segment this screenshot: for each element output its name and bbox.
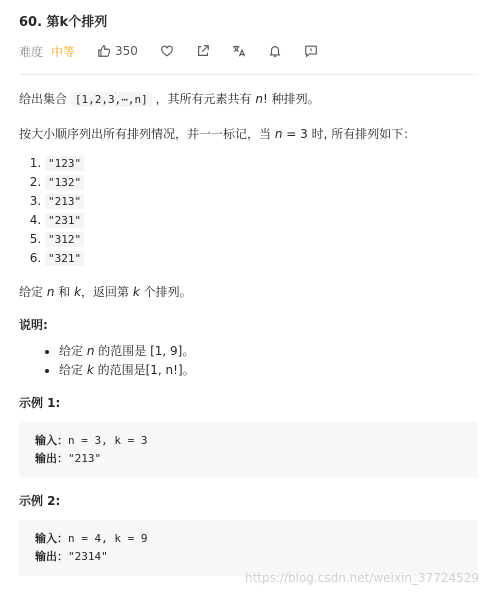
feedback-button[interactable] <box>304 44 318 58</box>
divider <box>19 74 478 75</box>
list-item: 3. "213" <box>45 192 478 211</box>
example-1-heading: 示例 1: <box>19 396 61 410</box>
description-paragraph-2: 按大小顺序列出所有排列情况，并一一标记，当 n = 3 时, 所有排列如下： <box>19 127 416 141</box>
description-paragraph-1: 给出集合 [1,2,3,⋯,n] ，其所有元素共有 n! 种排列。 <box>19 92 320 106</box>
share-icon <box>196 44 210 58</box>
example-1-block: 输入：n = 3, k = 3 输出："213" <box>19 422 478 478</box>
like-button[interactable] <box>97 44 138 58</box>
list-item: 1. "123" <box>45 154 478 173</box>
translate-icon <box>232 44 246 58</box>
permutation-list <box>19 154 478 268</box>
watermark: https://blog.csdn.net/weixin_37724529 <box>244 571 479 585</box>
comment-icon <box>304 44 318 58</box>
likes-count: 350 <box>115 44 138 58</box>
list-item: 2. "132" <box>45 173 478 192</box>
difficulty-badge: 中等 <box>51 44 76 59</box>
difficulty-label: 难度 <box>19 44 44 59</box>
bell-icon <box>268 44 282 58</box>
example-2-block: 输入：n = 4, k = 9 输出："2314" <box>19 520 478 576</box>
favorite-button[interactable] <box>160 44 174 58</box>
list-item: • 给定 n 的范围是 [1, 9]。 <box>59 342 478 361</box>
list-item: 6. "321" <box>45 249 478 268</box>
description-paragraph-3: 给定 n 和 k，返回第 k 个排列。 <box>19 285 192 299</box>
list-item: 4. "231" <box>45 211 478 230</box>
translate-button[interactable] <box>232 44 246 58</box>
share-button[interactable] <box>196 44 210 58</box>
problem-panel <box>19 14 478 576</box>
list-item: • 给定 k 的范围是[1, n!]。 <box>59 361 478 380</box>
list-item: 5. "312" <box>45 230 478 249</box>
problem-title: 60. 第k个排列 <box>19 15 108 30</box>
heart-icon <box>160 44 174 58</box>
notes-heading: 说明: <box>19 318 48 332</box>
thumbs-up-icon <box>97 44 111 58</box>
set-notation: [1,2,3,⋯,n] <box>71 92 152 107</box>
notification-button[interactable] <box>268 44 282 58</box>
example-2-heading: 示例 2: <box>19 494 61 508</box>
problem-meta-bar <box>19 40 478 62</box>
notes-list <box>19 342 478 380</box>
